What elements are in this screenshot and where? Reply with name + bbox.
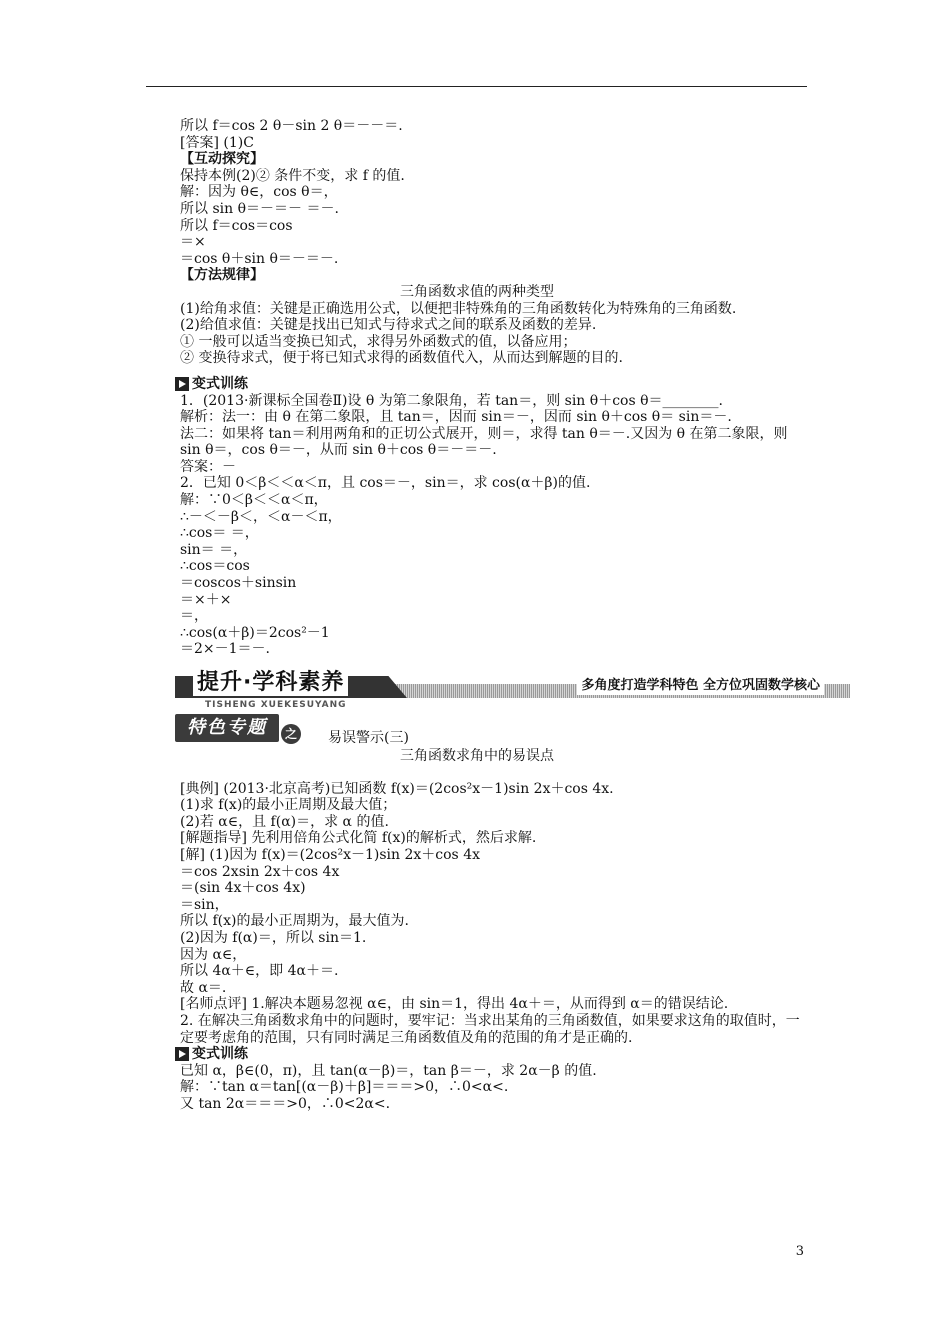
banner-title: 提升·学科素养 (193, 670, 348, 696)
special-topic-subtitle: 三角函数求角中的易误点 (400, 748, 554, 764)
text-line: (2)若 α∈，且 f(α)＝，求 α 的值. (180, 813, 389, 830)
text-line: 【互动探究】 (180, 151, 264, 168)
text-line: sin＝ ＝， (180, 541, 248, 558)
document-body (146, 118, 820, 1112)
variant-training-label: 变式训练 (192, 1046, 248, 1063)
text-line: 解：∵0＜β＜＜α＜π， (180, 492, 328, 509)
play-triangle-icon (175, 377, 189, 391)
text-line: ∴－＜－β＜，＜α－＜π， (180, 508, 342, 525)
variant-training-heading-2 (146, 1046, 808, 1063)
text-line: ＝cos 2xsin 2x＋cos 4x (180, 863, 340, 880)
text-line: ① 一般可以适当变换已知式，求得另外函数式的值，以备应用； (180, 333, 577, 350)
text-line: 解：∵tan α＝tan[(α－β)＋β]＝＝＝>0，∴0<α<. (180, 1079, 509, 1096)
text-line: (2)给值求值：关键是找出已知式与待求式之间的联系及函数的差异. (180, 317, 597, 334)
text-line: ② 变换待求式，便于将已知式求得的函数值代入，从而达到解题的目的. (180, 350, 623, 367)
text-line: [答案] (1)C (180, 134, 254, 151)
variant-training-heading-1 (146, 376, 808, 393)
banner-slogan: 多角度打造学科特色 全方位巩固数学核心 (577, 678, 824, 695)
text-line: ＝(sin 4x＋cos 4x) (180, 880, 306, 897)
text-line: 所以 sin θ＝－＝－ ＝－. (180, 200, 339, 217)
special-topic-header (175, 714, 808, 748)
text-line: 因为 α∈， (180, 946, 247, 963)
text-line: ＝×＋× (180, 591, 232, 608)
text-line: ＝sin， (180, 896, 229, 913)
example-continuation-section (146, 118, 808, 367)
text-line: 解析：法一：由 θ 在第二象限，且 tan＝，因而 sin＝－，因而 sin θ＋cos θ＝ sin＝－. (180, 409, 732, 426)
text-line: 所以 f(x)的最小正周期为，最大值为. (180, 913, 409, 930)
section-banner (175, 670, 820, 710)
text-line: 所以 f＝cos 2 θ－sin 2 θ＝－－＝. (180, 118, 403, 134)
page-number: 3 (795, 1244, 804, 1259)
text-line: ∴cos(α＋β)＝2cos²－1 (180, 624, 330, 641)
text-line: ∴cos＝ ＝， (180, 525, 259, 542)
banner-pinyin: TISHENG XUEKESUYANG (205, 700, 347, 710)
text-line: [典例] (2013·北京高考)已知函数 f(x)＝(2cos²x－1)sin 2x＋cos 4x. (180, 780, 614, 797)
text-line: ＝， (180, 608, 208, 625)
text-line: 三角函数求值的两种类型 (400, 283, 554, 300)
text-line: 解：因为 θ∈，cos θ＝， (180, 184, 338, 201)
text-line: ＝coscos＋sinsin (180, 575, 297, 592)
text-line: (2)因为 f(α)＝，所以 sin＝1. (180, 929, 367, 946)
text-line: (1)给角求值：关键是正确选用公式，以便把非特殊角的三角函数转化为特殊角的三角函数. (180, 300, 737, 317)
text-line: [解题指导] 先利用倍角公式化简 f(x)的解析式，然后求解. (180, 830, 537, 847)
text-line: ＝2×－1＝－. (180, 641, 270, 658)
special-topic-circle: 之 (281, 724, 301, 744)
text-line: 2．已知 0＜β＜＜α＜π，且 cos＝－，sin＝，求 cos(α＋β)的值. (180, 475, 591, 492)
text-line: [名师点评] 1.解决本题易忽视 α∈，由 sin＝1，得出 4α＋＝，从而得到 α＝的错误结论. (180, 996, 729, 1013)
text-line: [解] (1)因为 f(x)＝(2cos²x－1)sin 2x＋cos 4x (180, 846, 480, 863)
typical-example-section (146, 781, 808, 1047)
text-line: 答案：－ (180, 458, 236, 475)
text-line: (1)求 f(x)的最小正周期及最大值； (180, 797, 397, 814)
text-line: ＝× (180, 234, 206, 251)
text-line: 2. 在解决三角函数求角中的问题时，要牢记：当求出某角的三角函数值，如果要求这角的取值时，一定要考虑角的范围，只有同时满足三角函数值及角的范围的角才是正确的. (180, 1012, 800, 1046)
special-topic-label: 易误警示(三) (328, 730, 409, 746)
variant-training-label: 变式训练 (192, 375, 248, 392)
text-line: ∴cos＝cos (180, 558, 250, 575)
text-line: 所以 4α＋∈，即 4α＋＝. (180, 963, 339, 980)
text-line: 已知 α，β∈(0，π)，且 tan(α－β)＝，tan β＝－，求 2α－β 的值. (180, 1062, 597, 1079)
special-topic-badge: 特色专题 (175, 714, 279, 742)
text-line: ＝cos θ＋sin θ＝－＝－. (180, 250, 339, 267)
text-line: 所以 f＝cos＝cos (180, 217, 293, 234)
variant-training-section-2 (146, 1063, 808, 1113)
text-line: 保持本例(2)② 条件不变，求 f 的值. (180, 167, 405, 184)
text-line: 又 tan 2α＝＝＝>0，∴0<2α<. (180, 1095, 391, 1112)
text-line: 1．(2013·新课标全国卷Ⅱ)设 θ 为第二象限角，若 tan＝，则 sin θ＋cos θ＝________. (180, 392, 723, 409)
header-rule (146, 86, 807, 87)
text-line: 故 α＝. (180, 979, 227, 996)
play-triangle-icon (175, 1047, 189, 1061)
text-line: 法二：如果将 tan＝利用两角和的正切公式展开，则＝，求得 tan θ＝－.又因为 θ 在第二象限，则 sin θ＝，cos θ＝－，从而 sin θ＋cos θ＝－＝－. (180, 425, 788, 459)
text-line: 【方法规律】 (180, 267, 264, 284)
variant-training-section-1 (146, 393, 808, 659)
